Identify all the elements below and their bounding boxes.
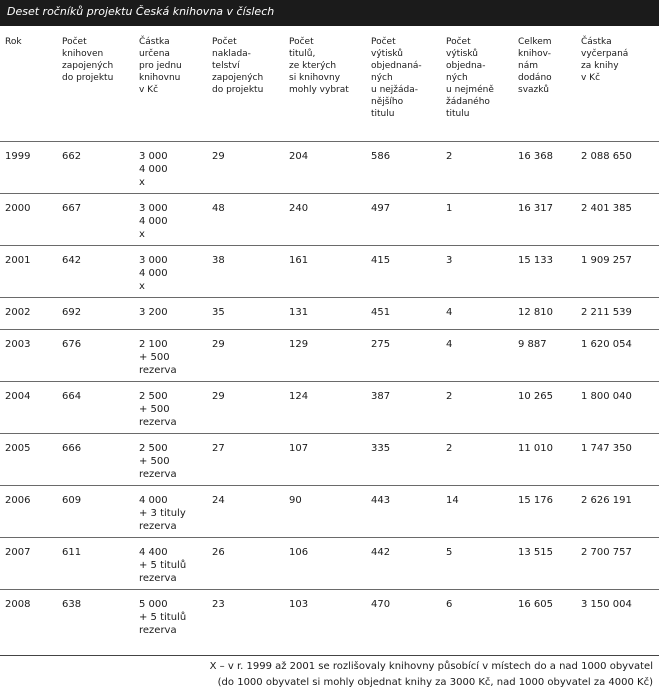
cell-tituly: 161 — [289, 255, 309, 266]
cell-castka — [139, 390, 177, 429]
cell-pocet_knihoven: 638 — [62, 599, 82, 610]
header-line: ze kterých — [289, 61, 337, 71]
cell-line: 3 000 — [139, 151, 168, 162]
header-line: vyčerpaná — [581, 49, 629, 59]
cell-rok: 2001 — [5, 255, 31, 266]
header-line: titulu — [371, 109, 395, 119]
cell-rok: 2002 — [5, 307, 31, 318]
cell-svazky: 13 515 — [518, 547, 553, 558]
cell-line: 3 200 — [139, 307, 168, 318]
column-header-svazky — [518, 36, 552, 96]
cell-nakladatelstvi: 26 — [212, 547, 225, 558]
header-line: knihoven — [62, 49, 104, 59]
cell-line: 2 500 — [139, 391, 168, 402]
cell-nakladatelstvi: 29 — [212, 391, 225, 402]
cell-castka — [139, 442, 177, 481]
cell-pocet_knihoven: 667 — [62, 203, 82, 214]
row-rule — [0, 297, 659, 298]
column-header-rok — [5, 36, 22, 48]
cell-rok: 2008 — [5, 599, 31, 610]
cell-vycerpana: 1 747 350 — [581, 443, 632, 454]
cell-line: + 3 tituly — [139, 508, 186, 519]
cell-line: + 500 — [139, 456, 170, 467]
header-rule — [0, 141, 659, 142]
cell-nejzadanejsi: 443 — [371, 495, 391, 506]
cell-nakladatelstvi: 27 — [212, 443, 225, 454]
cell-line: + 5 titulů — [139, 560, 187, 571]
cell-rok: 2006 — [5, 495, 31, 506]
cell-nakladatelstvi: 29 — [212, 339, 225, 350]
cell-vycerpana: 2 088 650 — [581, 151, 632, 162]
cell-pocet_knihoven: 666 — [62, 443, 82, 454]
header-line: za knihy — [581, 61, 619, 71]
header-line: knihovnu — [139, 73, 181, 83]
cell-svazky: 12 810 — [518, 307, 553, 318]
cell-line: 2 500 — [139, 443, 168, 454]
cell-vycerpana: 1 909 257 — [581, 255, 632, 266]
cell-castka — [139, 338, 177, 377]
column-header-nejmene — [446, 36, 494, 120]
row-rule — [0, 537, 659, 538]
cell-nejzadanejsi: 451 — [371, 307, 391, 318]
cell-nejzadanejsi: 415 — [371, 255, 391, 266]
cell-nejmene: 2 — [446, 443, 453, 454]
cell-castka — [139, 254, 168, 293]
cell-vycerpana: 1 800 040 — [581, 391, 632, 402]
cell-svazky: 15 176 — [518, 495, 553, 506]
header-line: mohly vybrat — [289, 85, 349, 95]
cell-nejzadanejsi: 497 — [371, 203, 391, 214]
header-line: Počet — [212, 37, 237, 47]
header-line: objedna- — [446, 61, 486, 71]
footnote-line-1: X – v r. 1999 až 2001 se rozlišovaly knihovny působící v místech do a nad 1000 obyvatel — [209, 661, 653, 672]
cell-line: x — [139, 229, 145, 240]
column-header-vycerpana — [581, 36, 628, 84]
header-line: titulů, — [289, 49, 316, 59]
cell-tituly: 103 — [289, 599, 309, 610]
cell-line: 4 000 — [139, 164, 168, 175]
cell-vycerpana: 1 620 054 — [581, 339, 632, 350]
cell-tituly: 106 — [289, 547, 309, 558]
cell-line: 5 000 — [139, 599, 168, 610]
cell-nakladatelstvi: 38 — [212, 255, 225, 266]
cell-line: rezerva — [139, 521, 177, 532]
header-line: určena — [139, 49, 170, 59]
column-header-castka — [139, 36, 182, 96]
cell-nakladatelstvi: 24 — [212, 495, 225, 506]
cell-castka — [139, 202, 168, 241]
header-line: v Kč — [139, 85, 159, 95]
header-line: zapojených — [212, 73, 264, 83]
cell-line: 4 000 — [139, 495, 168, 506]
column-header-nejzadanejsi — [371, 36, 422, 120]
cell-line: x — [139, 177, 145, 188]
cell-pocet_knihoven: 664 — [62, 391, 82, 402]
cell-castka — [139, 150, 168, 189]
cell-rok: 2004 — [5, 391, 31, 402]
cell-line: rezerva — [139, 365, 177, 376]
header-line: telství — [212, 61, 240, 71]
column-header-nakladatelstvi — [212, 36, 263, 96]
cell-nejmene: 2 — [446, 151, 453, 162]
header-line: Částka — [581, 37, 612, 47]
cell-vycerpana: 2 211 539 — [581, 307, 632, 318]
cell-line: 4 000 — [139, 216, 168, 227]
cell-line: 3 000 — [139, 203, 168, 214]
header-line: u nejméně — [446, 85, 494, 95]
cell-svazky: 11 010 — [518, 443, 553, 454]
table-title-bar — [0, 0, 659, 26]
cell-line: 4 000 — [139, 268, 168, 279]
cell-tituly: 90 — [289, 495, 302, 506]
cell-rok: 2000 — [5, 203, 31, 214]
cell-line: x — [139, 281, 145, 292]
cell-vycerpana: 2 626 191 — [581, 495, 632, 506]
header-line: do projektu — [212, 85, 264, 95]
cell-nakladatelstvi: 23 — [212, 599, 225, 610]
cell-line: 4 400 — [139, 547, 168, 558]
header-line: do projektu — [62, 73, 114, 83]
header-line: objednaná- — [371, 61, 422, 71]
header-line: naklada- — [212, 49, 251, 59]
cell-svazky: 15 133 — [518, 255, 553, 266]
cell-nejmene: 14 — [446, 495, 459, 506]
cell-line: + 500 — [139, 404, 170, 415]
header-line: Počet — [446, 37, 471, 47]
cell-nejmene: 4 — [446, 307, 453, 318]
cell-pocet_knihoven: 611 — [62, 547, 82, 558]
cell-nakladatelstvi: 35 — [212, 307, 225, 318]
header-line: výtisků — [371, 49, 404, 59]
header-line: Počet — [371, 37, 396, 47]
cell-rok: 2005 — [5, 443, 31, 454]
cell-tituly: 124 — [289, 391, 309, 402]
row-rule — [0, 589, 659, 590]
cell-svazky: 9 887 — [518, 339, 547, 350]
cell-pocet_knihoven: 642 — [62, 255, 82, 266]
header-line: u nejžáda- — [371, 85, 419, 95]
header-line: Částka — [139, 37, 170, 47]
header-line: titulu — [446, 109, 470, 119]
column-header-pocet_knihoven — [62, 36, 113, 84]
cell-castka — [139, 546, 186, 585]
cell-pocet_knihoven: 692 — [62, 307, 82, 318]
cell-castka — [139, 494, 186, 533]
cell-line: + 500 — [139, 352, 170, 363]
cell-nejmene: 4 — [446, 339, 453, 350]
cell-nejmene: 5 — [446, 547, 453, 558]
header-line: dodáno — [518, 73, 552, 83]
header-line: svazků — [518, 85, 549, 95]
cell-nejzadanejsi: 470 — [371, 599, 391, 610]
row-rule — [0, 245, 659, 246]
header-line: knihov- — [518, 49, 551, 59]
cell-line: rezerva — [139, 417, 177, 428]
header-line: Rok — [5, 37, 22, 47]
cell-tituly: 131 — [289, 307, 309, 318]
cell-nejmene: 1 — [446, 203, 453, 214]
cell-rok: 2003 — [5, 339, 31, 350]
cell-line: rezerva — [139, 469, 177, 480]
cell-nejzadanejsi: 442 — [371, 547, 391, 558]
cell-vycerpana: 3 150 004 — [581, 599, 632, 610]
cell-nejzadanejsi: 335 — [371, 443, 391, 454]
header-line: výtisků — [446, 49, 479, 59]
cell-nakladatelstvi: 29 — [212, 151, 225, 162]
cell-vycerpana: 2 401 385 — [581, 203, 632, 214]
row-rule — [0, 433, 659, 434]
header-line: zapojených — [62, 61, 114, 71]
cell-castka — [139, 306, 168, 319]
header-line: Počet — [289, 37, 314, 47]
cell-pocet_knihoven: 662 — [62, 151, 82, 162]
header-line: nám — [518, 61, 538, 71]
cell-line: + 5 titulů — [139, 612, 187, 623]
cell-tituly: 129 — [289, 339, 309, 350]
cell-svazky: 16 368 — [518, 151, 553, 162]
cell-pocet_knihoven: 676 — [62, 339, 82, 350]
header-line: ných — [446, 73, 468, 83]
table-title: Deset ročníků projektu Česká knihovna v číslech — [7, 5, 275, 18]
cell-nejmene: 3 — [446, 255, 453, 266]
cell-svazky: 16 317 — [518, 203, 553, 214]
row-rule — [0, 381, 659, 382]
cell-nakladatelstvi: 48 — [212, 203, 225, 214]
header-line: pro jednu — [139, 61, 182, 71]
cell-nejzadanejsi: 387 — [371, 391, 391, 402]
cell-line: 2 100 — [139, 339, 168, 350]
statistics-table — [0, 28, 659, 656]
cell-line: 3 000 — [139, 255, 168, 266]
row-rule — [0, 193, 659, 194]
header-line: si knihovny — [289, 73, 341, 83]
cell-rok: 1999 — [5, 151, 31, 162]
row-rule — [0, 329, 659, 330]
header-line: v Kč — [581, 73, 601, 83]
cell-castka — [139, 598, 186, 637]
bottom-rule — [0, 655, 659, 656]
cell-rok: 2007 — [5, 547, 31, 558]
cell-tituly: 240 — [289, 203, 309, 214]
header-line: Celkem — [518, 37, 552, 47]
header-line: žádaného — [446, 97, 490, 107]
row-rule — [0, 485, 659, 486]
cell-tituly: 107 — [289, 443, 309, 454]
footnote-line-2: (do 1000 obyvatel si mohly objednat knihy za 3000 Kč, nad 1000 obyvatel za 4000 Kč) — [217, 677, 653, 688]
cell-line: rezerva — [139, 573, 177, 584]
header-line: Počet — [62, 37, 87, 47]
cell-tituly: 204 — [289, 151, 309, 162]
cell-nejzadanejsi: 275 — [371, 339, 391, 350]
cell-pocet_knihoven: 609 — [62, 495, 82, 506]
header-line: ných — [371, 73, 393, 83]
cell-line: rezerva — [139, 625, 177, 636]
cell-nejmene: 2 — [446, 391, 453, 402]
header-line: nějšího — [371, 97, 404, 107]
cell-svazky: 10 265 — [518, 391, 553, 402]
cell-nejzadanejsi: 586 — [371, 151, 391, 162]
column-header-tituly — [289, 36, 349, 96]
cell-nejmene: 6 — [446, 599, 453, 610]
cell-vycerpana: 2 700 757 — [581, 547, 632, 558]
cell-svazky: 16 605 — [518, 599, 553, 610]
